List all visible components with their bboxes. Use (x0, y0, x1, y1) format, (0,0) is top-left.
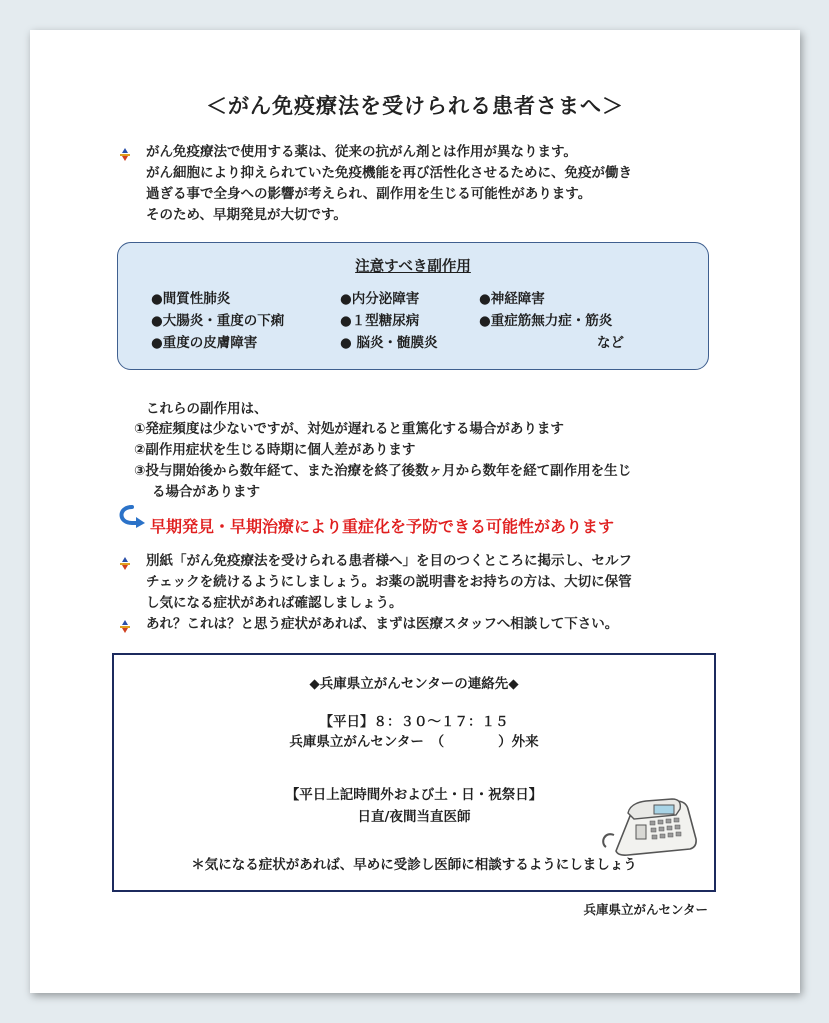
bullet-arrow-icon (118, 619, 132, 633)
telephone-icon (598, 791, 698, 861)
side-effect-item: ●神経障害 (479, 291, 545, 307)
offhours-label: 【平日上記時間外および土・日・祝祭日】 (285, 787, 543, 803)
side-effects-box (117, 242, 709, 370)
notes-line-3: ③投与開始後から数年経て、また治療を終了後数ヶ月から数年を経て副作用を生じ (134, 463, 632, 479)
bullet-arrow-icon (118, 147, 132, 161)
offhours-contact: 日直/夜間当直医師 (357, 809, 471, 825)
side-effect-item: ●重度の皮膚障害 (151, 335, 258, 351)
document-page (30, 30, 800, 993)
side-effect-item: ●間質性肺炎 (151, 291, 231, 307)
bullet2-line-1: 別紙「がん免疫療法を受けられる患者様へ」を目のつくところに掲示し、セルフ (146, 553, 632, 569)
contact-box (112, 653, 716, 892)
page-title: ＜がん免疫療法を受けられる患者さまへ＞ (206, 94, 624, 118)
contact-title: ◆兵庫県立がんセンターの連絡先◆ (309, 676, 519, 692)
intro-line-2: がん細胞により抑えられていた免疫機能を再び活性化させるために、免疫が働き (146, 165, 632, 181)
side-effect-item: ●大腸炎・重度の下痢 (151, 313, 285, 329)
intro-line-1: がん免疫療法で使用する薬は、従来の抗がん剤とは作用が異なります。 (146, 144, 577, 160)
bullet-arrow-icon (118, 556, 132, 570)
contact-note: ＊気になる症状があれば、早めに受診し医師に相談するようにしましょう (191, 857, 637, 873)
notes-line-4: る場合があります (152, 484, 260, 500)
side-effect-item: ●１型糖尿病 (340, 313, 420, 329)
bullet2-line-3: し気になる症状があれば確認しましょう。 (146, 595, 403, 611)
emphasis-message: 早期発見・早期治療により重症化を予防できる可能性があります (150, 517, 615, 536)
curved-arrow-icon (114, 504, 146, 528)
bullet2-line-2: チェックを続けるようにしましょう。お薬の説明書をお持ちの方は、大切に保管 (146, 574, 632, 590)
side-effect-item: ●内分泌障害 (340, 291, 420, 307)
side-effect-item: ●重症筋無力症・筋炎 (479, 313, 613, 329)
weekday-hours: 【平日】８：３０～１７：１５ (319, 714, 509, 730)
weekday-department: 兵庫県立がんセンター （ ）外来 (289, 734, 539, 750)
side-effects-title: 注意すべき副作用 (355, 259, 471, 275)
notes-line-1: ①発症頻度は少ないですが、対処が遅れると重篤化する場合があります (134, 421, 564, 437)
intro-line-4: そのため、早期発見が大切です。 (146, 207, 347, 223)
footer-organization: 兵庫県立がんセンター (583, 902, 708, 917)
side-effect-item: ● 脳炎・髄膜炎 (340, 335, 438, 351)
side-effect-etc: など (597, 335, 624, 351)
notes-line-2: ②副作用症状を生じる時期に個人差があります (134, 442, 416, 458)
intro-line-3: 過ぎる事で全身への影響が考えられ、副作用を生じる可能性があります。 (146, 186, 592, 202)
bullet2-line-4: あれ？これは？と思う症状があれば、まずは医療スタッフへ相談して下さい。 (146, 616, 619, 632)
notes-line-0: これらの副作用は、 (146, 401, 268, 417)
